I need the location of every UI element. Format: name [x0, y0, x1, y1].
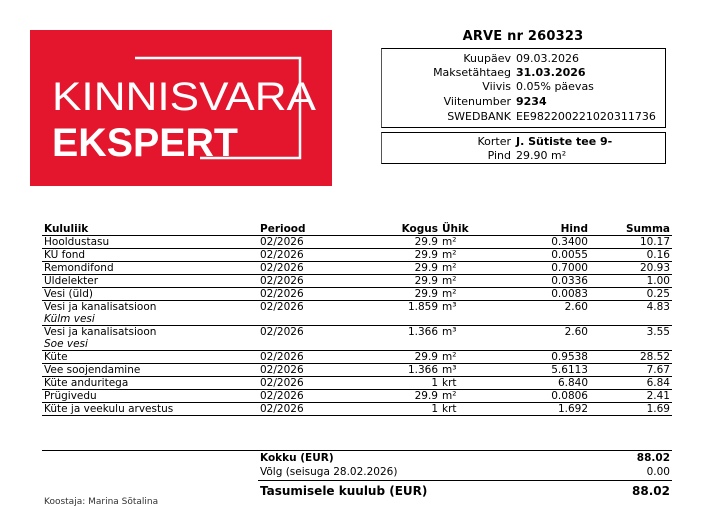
cell-period: 02/2026 — [258, 390, 348, 403]
table-row — [42, 364, 672, 377]
charges-table — [42, 222, 672, 416]
detail-value: 0.05% päevas — [516, 80, 594, 93]
cell-quantity: 29.9 — [348, 249, 440, 262]
cell-price: 0.0806 — [476, 390, 590, 403]
apartment-label: Korter — [477, 135, 511, 148]
cell-price: 0.0083 — [476, 288, 590, 301]
detail-label: Viitenumber — [443, 95, 511, 108]
cell-sum: 6.84 — [590, 377, 672, 390]
logo-line1: KINNISVARA — [52, 75, 317, 119]
cell-empty — [590, 338, 672, 351]
invoice-details-box — [381, 48, 666, 128]
cell-empty — [590, 313, 672, 326]
total-label: Kokku (EUR) — [260, 452, 334, 464]
table-row — [42, 390, 672, 403]
apartment-row-address — [382, 135, 665, 148]
cell-sum: 4.83 — [646, 301, 670, 313]
detail-label: SWEDBANK — [447, 110, 511, 123]
cell-item: Vee soojendamine — [42, 364, 258, 377]
cell-period: 02/2026 — [260, 301, 304, 313]
cell-price: 0.0336 — [476, 275, 590, 288]
cell-empty — [476, 313, 590, 326]
cell-quantity: 29.9 — [348, 288, 440, 301]
table-row — [42, 301, 672, 314]
payable-label: Tasumisele kuulub (EUR) — [260, 484, 428, 498]
cell-item: Vesi (üld) — [42, 288, 258, 301]
cell-empty — [258, 338, 348, 351]
cell-price: 2.60 — [564, 326, 588, 338]
cell-price: 0.3400 — [476, 236, 590, 249]
cell-sum: 0.25 — [590, 288, 672, 301]
cell-quantity: 29.9 — [348, 236, 440, 249]
table-row — [42, 275, 672, 288]
cell-period: 02/2026 — [258, 275, 348, 288]
cell-sum: 1.69 — [590, 403, 672, 416]
cell-unit: m³ — [442, 326, 457, 338]
cell-item: Küte ja veekulu arvestus — [42, 403, 258, 416]
debt-value: 0.00 — [646, 466, 670, 478]
prepared-by-note: Koostaja: Marina Sõtalina — [44, 497, 159, 507]
cell-price: 6.840 — [476, 377, 590, 390]
table-row — [42, 326, 672, 339]
cell-empty — [348, 338, 440, 351]
cell-period: 02/2026 — [258, 262, 348, 275]
table-row — [42, 351, 672, 364]
cell-unit: m² — [440, 288, 476, 301]
cell-sum: 2.41 — [590, 390, 672, 403]
cell-unit: m² — [440, 390, 476, 403]
table-row — [42, 403, 672, 416]
cell-quantity: 29.9 — [348, 390, 440, 403]
header-quantity: Kogus — [348, 222, 440, 236]
invoice-number: 260323 — [527, 29, 584, 44]
detail-value: 31.03.2026 — [516, 66, 586, 79]
detail-row-date — [382, 52, 665, 65]
cell-sum: 0.16 — [590, 249, 672, 262]
detail-label: Maksetähtaeg — [433, 66, 511, 79]
cell-empty — [476, 338, 590, 351]
detail-row-due-date — [382, 66, 665, 79]
table-subrow — [42, 313, 672, 326]
cell-item: Küte — [42, 351, 258, 364]
detail-value: EE982200221020311736 — [516, 110, 656, 123]
table-row — [42, 236, 672, 249]
apartment-box — [381, 132, 666, 164]
detail-label: Viivis — [482, 80, 511, 93]
cell-price: 0.0055 — [476, 249, 590, 262]
detail-row-bank — [382, 110, 665, 123]
cell-period: 02/2026 — [258, 288, 348, 301]
cell-unit: m² — [440, 275, 476, 288]
cell-sum: 28.52 — [590, 351, 672, 364]
cell-item: Vesi ja kanalisatsioon — [44, 326, 157, 338]
header-unit: Ühik — [440, 222, 476, 236]
payable-value: 88.02 — [632, 484, 670, 498]
apartment-label: Pind — [487, 149, 511, 162]
cell-sum: 7.67 — [590, 364, 672, 377]
cell-price: 0.9538 — [476, 351, 590, 364]
cell-quantity: 29.9 — [348, 262, 440, 275]
cell-unit: m² — [440, 249, 476, 262]
detail-value: 09.03.2026 — [516, 52, 579, 65]
header-item: Kululiik — [42, 222, 258, 236]
cell-period: 02/2026 — [258, 377, 348, 390]
cell-price: 1.692 — [476, 403, 590, 416]
cell-period: 02/2026 — [258, 249, 348, 262]
logo-line2: EKSPERT — [52, 121, 238, 165]
cell-quantity: 1 — [348, 403, 440, 416]
table-row — [42, 288, 672, 301]
detail-row-penalty — [382, 80, 665, 93]
debt-label: Võlg (seisuga 28.02.2026) — [260, 466, 398, 478]
cell-empty — [440, 338, 476, 351]
detail-row-reference — [382, 95, 665, 108]
invoice-title — [380, 29, 666, 44]
cell-period: 02/2026 — [258, 351, 348, 364]
cell-subtype: Soe vesi — [42, 338, 258, 351]
apartment-value: 29.90 m² — [516, 149, 567, 162]
cell-subtype: Külm vesi — [42, 313, 258, 326]
cell-unit: m³ — [442, 301, 457, 313]
cell-period: 02/2026 — [258, 236, 348, 249]
cell-quantity: 29.9 — [348, 351, 440, 364]
cell-unit: m³ — [440, 364, 476, 377]
cell-unit: krt — [440, 377, 476, 390]
cell-empty — [258, 313, 348, 326]
cell-sum: 1.00 — [590, 275, 672, 288]
apartment-row-area — [382, 149, 665, 162]
detail-value: 9234 — [516, 95, 547, 108]
invoice-title-label: ARVE nr — [462, 29, 524, 44]
cell-period: 02/2026 — [260, 326, 304, 338]
cell-unit: krt — [440, 403, 476, 416]
cell-item: KÜ fond — [42, 249, 258, 262]
cell-period: 02/2026 — [258, 364, 348, 377]
cell-item: Hooldustasu — [42, 236, 258, 249]
apartment-value: J. Sütiste tee 9- — [516, 135, 613, 148]
cell-quantity: 1.366 — [348, 364, 440, 377]
payable-divider — [258, 480, 672, 481]
cell-price: 0.7000 — [476, 262, 590, 275]
table-row — [42, 377, 672, 390]
cell-unit: m² — [440, 236, 476, 249]
cell-item: Vesi ja kanalisatsioon — [44, 301, 157, 313]
cell-sum: 10.17 — [590, 236, 672, 249]
cell-unit: m² — [440, 262, 476, 275]
cell-item: Üldelekter — [42, 275, 258, 288]
cell-period: 02/2026 — [258, 403, 348, 416]
cell-sum: 3.55 — [646, 326, 670, 338]
table-subrow — [42, 338, 672, 351]
cell-quantity: 1 — [348, 377, 440, 390]
totals-divider — [42, 450, 672, 451]
cell-price: 5.6113 — [476, 364, 590, 377]
cell-unit: m² — [440, 351, 476, 364]
header-price: Hind — [476, 222, 590, 236]
cell-item: Remondifond — [42, 262, 258, 275]
cell-quantity: 29.9 — [348, 275, 440, 288]
table-row — [42, 249, 672, 262]
cell-item: Küte anduritega — [42, 377, 258, 390]
cell-sum: 20.93 — [590, 262, 672, 275]
cell-empty — [348, 313, 440, 326]
table-header-row — [42, 222, 672, 236]
cell-item: Prügivedu — [42, 390, 258, 403]
cell-quantity: 1.859 — [407, 301, 438, 313]
cell-quantity: 1.366 — [407, 326, 438, 338]
table-row — [42, 262, 672, 275]
header-sum: Summa — [590, 222, 672, 236]
cell-price: 2.60 — [564, 301, 588, 313]
cell-empty — [440, 313, 476, 326]
detail-label: Kuupäev — [463, 52, 511, 65]
header-period: Periood — [258, 222, 348, 236]
company-logo — [30, 30, 332, 186]
total-value: 88.02 — [636, 452, 670, 464]
